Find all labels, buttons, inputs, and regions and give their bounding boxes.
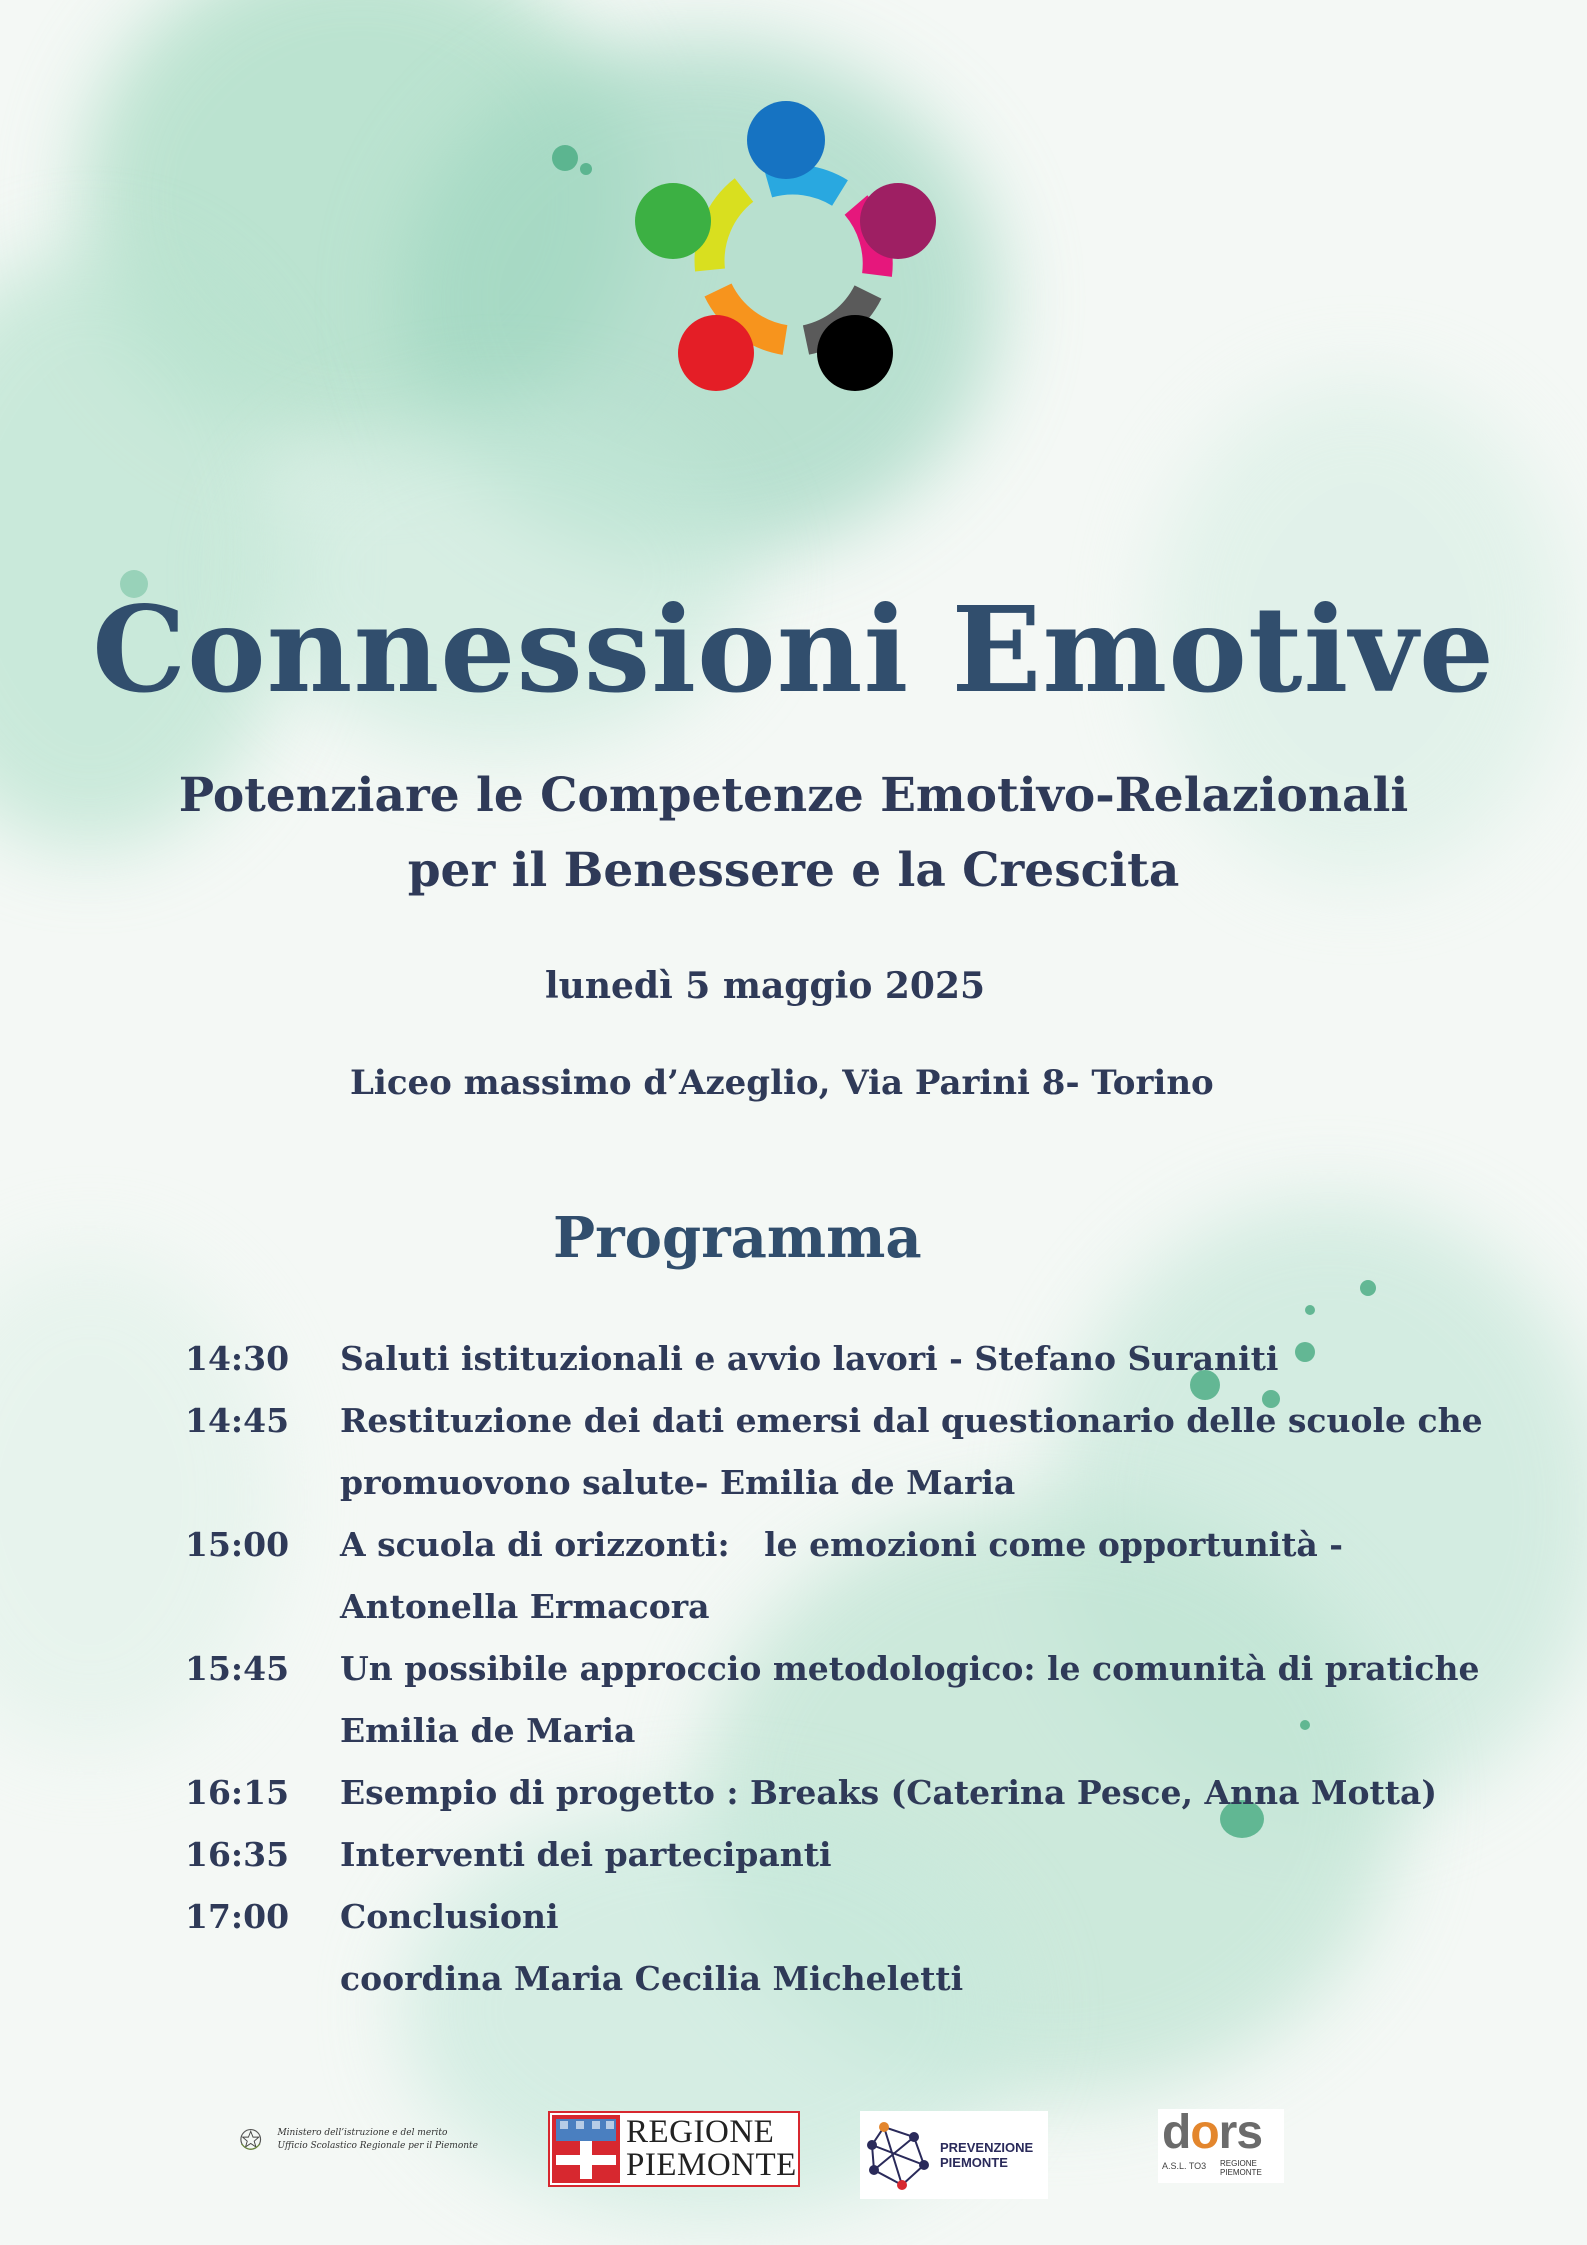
dors-letters-rs: rs [1218,2106,1263,2159]
footer-logos [0,2105,1587,2205]
logo-arm-lightblue [768,180,840,193]
dors-regione-text [1220,2159,1262,2177]
agenda-text: Esempio di progetto : Breaks (Caterina Pesce, Anna Motta) [340,1773,1437,1812]
agenda-text: coordina Maria Cecilia Micheletti [340,1959,964,1998]
agenda-text-block [340,1328,1278,1390]
agenda-text-block [340,1390,1483,1514]
agenda-text: Interventi dei partecipanti [340,1835,832,1874]
logo-arm-yellow [710,190,744,270]
program-heading: Programma [553,1205,922,1271]
agenda-row [185,1762,1465,1824]
prevenzione-line-2: PIEMONTE [940,2155,1008,2170]
agenda-text: promuovono salute- Emilia de Maria [340,1463,1016,1502]
logo-head-blue [747,101,825,179]
italian-emblem-icon [238,2117,263,2163]
logo-head-purple [860,183,936,259]
agenda-time: 16:15 [185,1773,290,1812]
agenda-row [185,1514,1465,1638]
agenda-time: 17:00 [185,1897,290,1936]
subtitle-line-2: per il Benessere e la Crescita [407,843,1180,898]
regione-piemonte-logo [548,2111,800,2187]
agenda-text-block [340,1762,1437,1824]
agenda-row [185,1824,1465,1886]
dors-asl-text: A.S.L. TO3 [1162,2161,1207,2171]
agenda-row [185,1638,1480,1762]
event-date: lunedì 5 maggio 2025 [545,965,986,1007]
agenda-time: 15:00 [185,1525,290,1564]
people-circle-logo [630,95,950,405]
regione-line-1: REGIONE [626,2114,775,2150]
agenda-text-block [340,1638,1479,1762]
event-title: Connessioni Emotive [92,580,1495,719]
agenda-row [185,1390,1483,1514]
agenda [185,1328,1483,2010]
agenda-time: 14:30 [185,1339,290,1378]
agenda-time: 16:35 [185,1835,290,1874]
dors-logo [1158,2106,1284,2183]
agenda-time: 14:45 [185,1401,290,1440]
agenda-text-block [340,1824,832,1886]
agenda-text: Conclusioni [340,1897,559,1936]
ministry-logo [238,2115,478,2165]
ministry-line-2: Ufficio Scolastico Regionale per il Piemonte [277,2141,478,2151]
agenda-text: Emilia de Maria [340,1711,636,1750]
regione-text [626,2116,797,2182]
agenda-text: A scuola di orizzonti: le emozioni come opportunità - [340,1525,1344,1564]
regione-line-2: PIEMONTE [626,2147,797,2183]
prevenzione-piemonte-logo [860,2111,1048,2199]
agenda-text-block [340,1886,963,2010]
logo-head-red [678,315,754,391]
regione-flag-icon [552,2115,620,2183]
agenda-time: 15:45 [185,1649,290,1688]
agenda-text: Saluti istituzionali e avvio lavori - Stefano Suraniti [340,1339,1279,1378]
prevenzione-line-1: PREVENZIONE [940,2140,1034,2155]
subtitle-line-1: Potenziare le Competenze Emotivo-Relazionali [178,768,1409,823]
agenda-text: Un possibile approccio metodologico: le comunità di pratiche [340,1649,1480,1688]
logo-head-black [817,315,893,391]
agenda-row [185,1886,1465,2010]
event-venue: Liceo massimo d’Azeglio, Via Parini 8- Torino [350,1063,1214,1103]
network-icon [864,2115,934,2195]
agenda-text-block [340,1514,1343,1638]
dors-letter-d: d [1162,2106,1191,2159]
agenda-row [185,1328,1465,1390]
agenda-text: Restituzione dei dati emersi dal questionario delle scuole che [340,1401,1483,1440]
dors-wordmark [1162,2105,1262,2160]
ministry-text [277,2127,478,2153]
agenda-text: Antonella Ermacora [340,1587,710,1626]
prevenzione-text [940,2140,1033,2170]
dors-regione-line-1: REGIONE [1220,2159,1257,2168]
logo-head-green [635,183,711,259]
dors-letter-o: o [1190,2106,1219,2159]
dors-regione-line-2: PIEMONTE [1220,2168,1262,2177]
ministry-line-1: Ministero dell’istruzione e del merito [277,2128,448,2138]
